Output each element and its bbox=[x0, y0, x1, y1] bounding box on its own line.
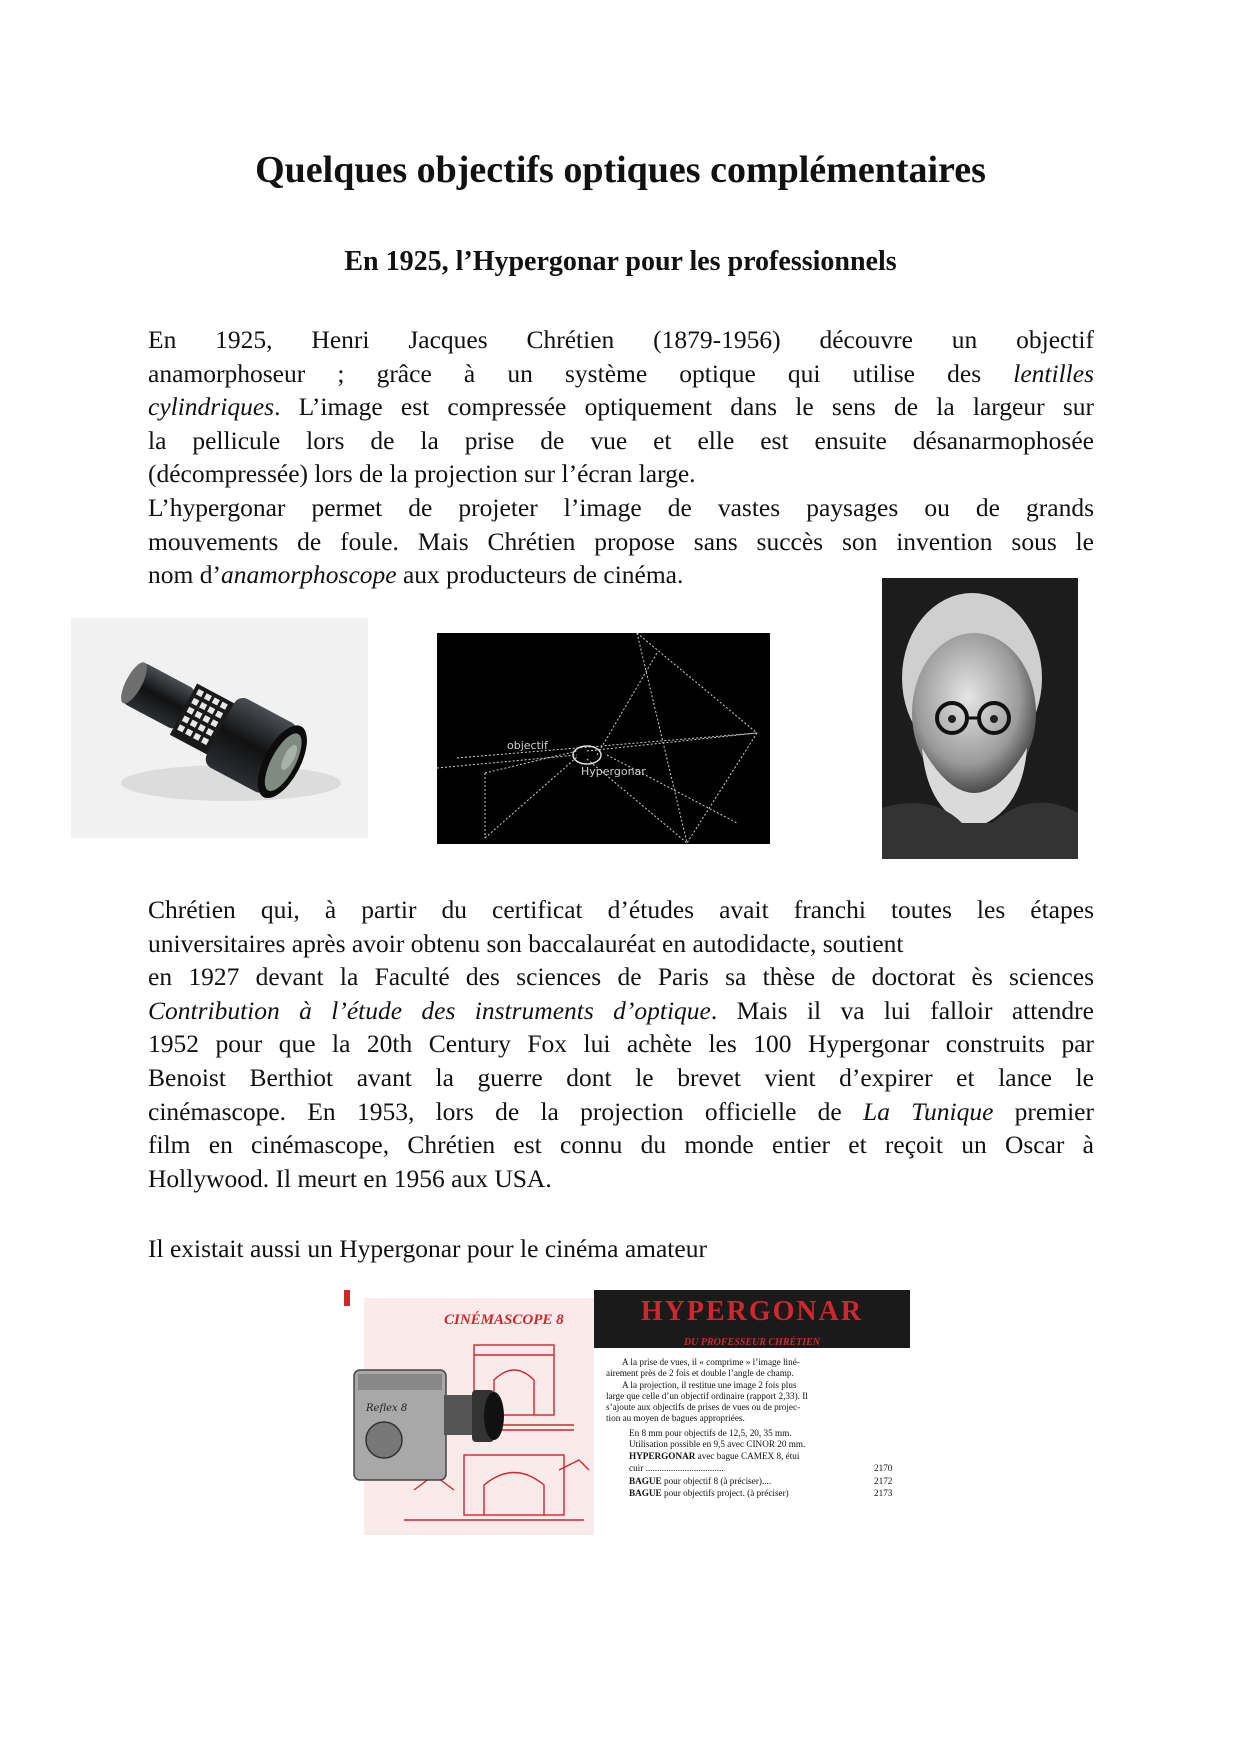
ad-text-line: En 8 mm pour objectifs de 12,5, 20, 35 mm. bbox=[629, 1428, 792, 1438]
hypergonar-optical-diagram bbox=[437, 633, 770, 844]
text-span: nom d’ bbox=[148, 560, 221, 590]
ad-text-span: pour objectif 8 (à préciser).... bbox=[661, 1476, 772, 1486]
text-line: Il existait aussi un Hypergonar pour le cinéma amateur bbox=[148, 1234, 707, 1263]
hypergonar-advertisement bbox=[344, 1290, 910, 1535]
chretien-portrait-photo bbox=[882, 578, 1078, 859]
text-line: L’hypergonar permet de projeter l’image de vastes paysages ou de grands bbox=[148, 492, 1094, 522]
ad-text-span: avec bague CAMEX 8, étui bbox=[695, 1451, 800, 1461]
ad-text-bold: BAGUE bbox=[629, 1488, 662, 1498]
ad-cinemascope-label: CINÉMASCOPE 8 bbox=[444, 1312, 564, 1328]
ad-text-line: tion au moyen de bagues appropriées. bbox=[606, 1413, 745, 1423]
text-line: Chrétien qui, à partir du certificat d’études avait franchi toutes les étapes bbox=[148, 895, 1094, 924]
diagram-illustration bbox=[437, 633, 770, 844]
film-title: La Tunique bbox=[863, 1096, 994, 1126]
page-title: Quelques objectifs optiques complémentaires bbox=[255, 149, 986, 191]
ad-text-line: cuir .................................. bbox=[629, 1463, 724, 1473]
text-span: premier bbox=[993, 1096, 1094, 1126]
ad-text-line: A la projection, il restitue une image 2 fois plus bbox=[622, 1380, 797, 1390]
text-line: en 1927 devant la Faculté des sciences de Paris sa thèse de doctorat ès sciences bbox=[148, 962, 1094, 992]
text-span: cinémascope. En 1953, lors de la projection officielle de bbox=[148, 1096, 864, 1126]
diagram-label-objectif: objectif bbox=[507, 739, 548, 752]
ad-byline: DU PROFESSEUR CHRÉTIEN bbox=[683, 1337, 821, 1348]
ad-text-line: A la prise de vues, il « comprime » l’image liné- bbox=[622, 1357, 800, 1367]
section-heading: En 1925, l’Hypergonar pour les professionnels bbox=[344, 246, 897, 277]
text-line: film en cinémascope, Chrétien est connu du monde entier et reçoit un Oscar à bbox=[148, 1130, 1094, 1160]
paragraph-biography bbox=[148, 893, 1094, 1195]
italic-term: cylindriques bbox=[148, 392, 275, 422]
advertisement-illustration bbox=[344, 1290, 910, 1535]
text-line: En 1925, Henri Jacques Chrétien (1879-1956) découvre un objectif bbox=[148, 325, 1094, 354]
ad-text-line: large que celle d’un objectif ordinaire (rapport 2,33). Il bbox=[606, 1391, 808, 1401]
ad-text-bold: HYPERGONAR bbox=[629, 1451, 696, 1461]
text-line: mouvements de foule. Mais Chrétien propose sans succès son invention sous le bbox=[148, 526, 1094, 556]
text-line: universitaires après avoir obtenu son baccalauréat en autodidacte, soutient bbox=[148, 928, 904, 958]
italic-term: anamorphoscope bbox=[220, 560, 397, 590]
lens-illustration bbox=[71, 618, 368, 838]
ad-text-line: Utilisation possible en 9,5 avec CINOR 20 mm. bbox=[629, 1439, 806, 1449]
text-line: (décompressée) lors de la projection sur l’écran large. bbox=[148, 459, 696, 489]
text-line: la pellicule lors de la prise de vue et elle est ensuite désanarmophosée bbox=[148, 425, 1094, 455]
diagram-label-hypergonar: Hypergonar bbox=[581, 765, 646, 778]
text-span: . Mais il va lui falloir attendre bbox=[710, 995, 1094, 1025]
text-span: anamorphoseur ; grâce à un système optique qui utilise des bbox=[148, 358, 1014, 388]
paragraph-amateur bbox=[148, 1232, 1094, 1266]
ad-text-line bbox=[629, 1451, 800, 1461]
text-line bbox=[148, 994, 1094, 1028]
hypergonar-lens-photo bbox=[71, 618, 368, 838]
text-line: 1952 pour que la 20th Century Fox lui achète les 100 Hypergonar construits par bbox=[148, 1029, 1094, 1059]
ad-text-line bbox=[629, 1488, 789, 1498]
text-line bbox=[148, 1095, 1094, 1129]
italic-term: lentilles bbox=[1013, 358, 1094, 388]
ad-text-line: s’ajoute aux objectifs de prises de vues ou de projec- bbox=[606, 1402, 801, 1412]
ad-price: 2172 bbox=[874, 1476, 893, 1486]
text-span: . L’image est compressée optiquement dans le sens de la largeur sur bbox=[274, 392, 1094, 422]
text-line: Benoist Berthiot avant la guerre dont le brevet vient d’expirer et lance le bbox=[148, 1062, 1094, 1092]
ad-price: 2170 bbox=[874, 1463, 893, 1473]
text-line: Hollywood. Il meurt en 1956 aux USA. bbox=[148, 1163, 552, 1193]
ad-brand-title: HYPERGONAR bbox=[640, 1296, 864, 1327]
ad-text-bold: BAGUE bbox=[629, 1476, 662, 1486]
ad-text-line bbox=[629, 1476, 771, 1486]
paragraph-intro bbox=[148, 323, 1094, 592]
ad-text-span: pour objectifs project. (à préciser) bbox=[661, 1488, 789, 1498]
text-line bbox=[148, 390, 1094, 424]
thesis-title: Contribution à l’étude des instruments d’optique bbox=[148, 995, 711, 1025]
ad-camera-badge: Reflex 8 bbox=[366, 1403, 408, 1414]
ad-price: 2173 bbox=[874, 1488, 893, 1498]
text-span: aux producteurs de cinéma. bbox=[396, 560, 684, 590]
portrait-illustration bbox=[882, 578, 1078, 859]
text-line bbox=[148, 357, 1094, 391]
ad-text-line: airement près de 2 fois et double l’angle de champ. bbox=[606, 1368, 794, 1378]
